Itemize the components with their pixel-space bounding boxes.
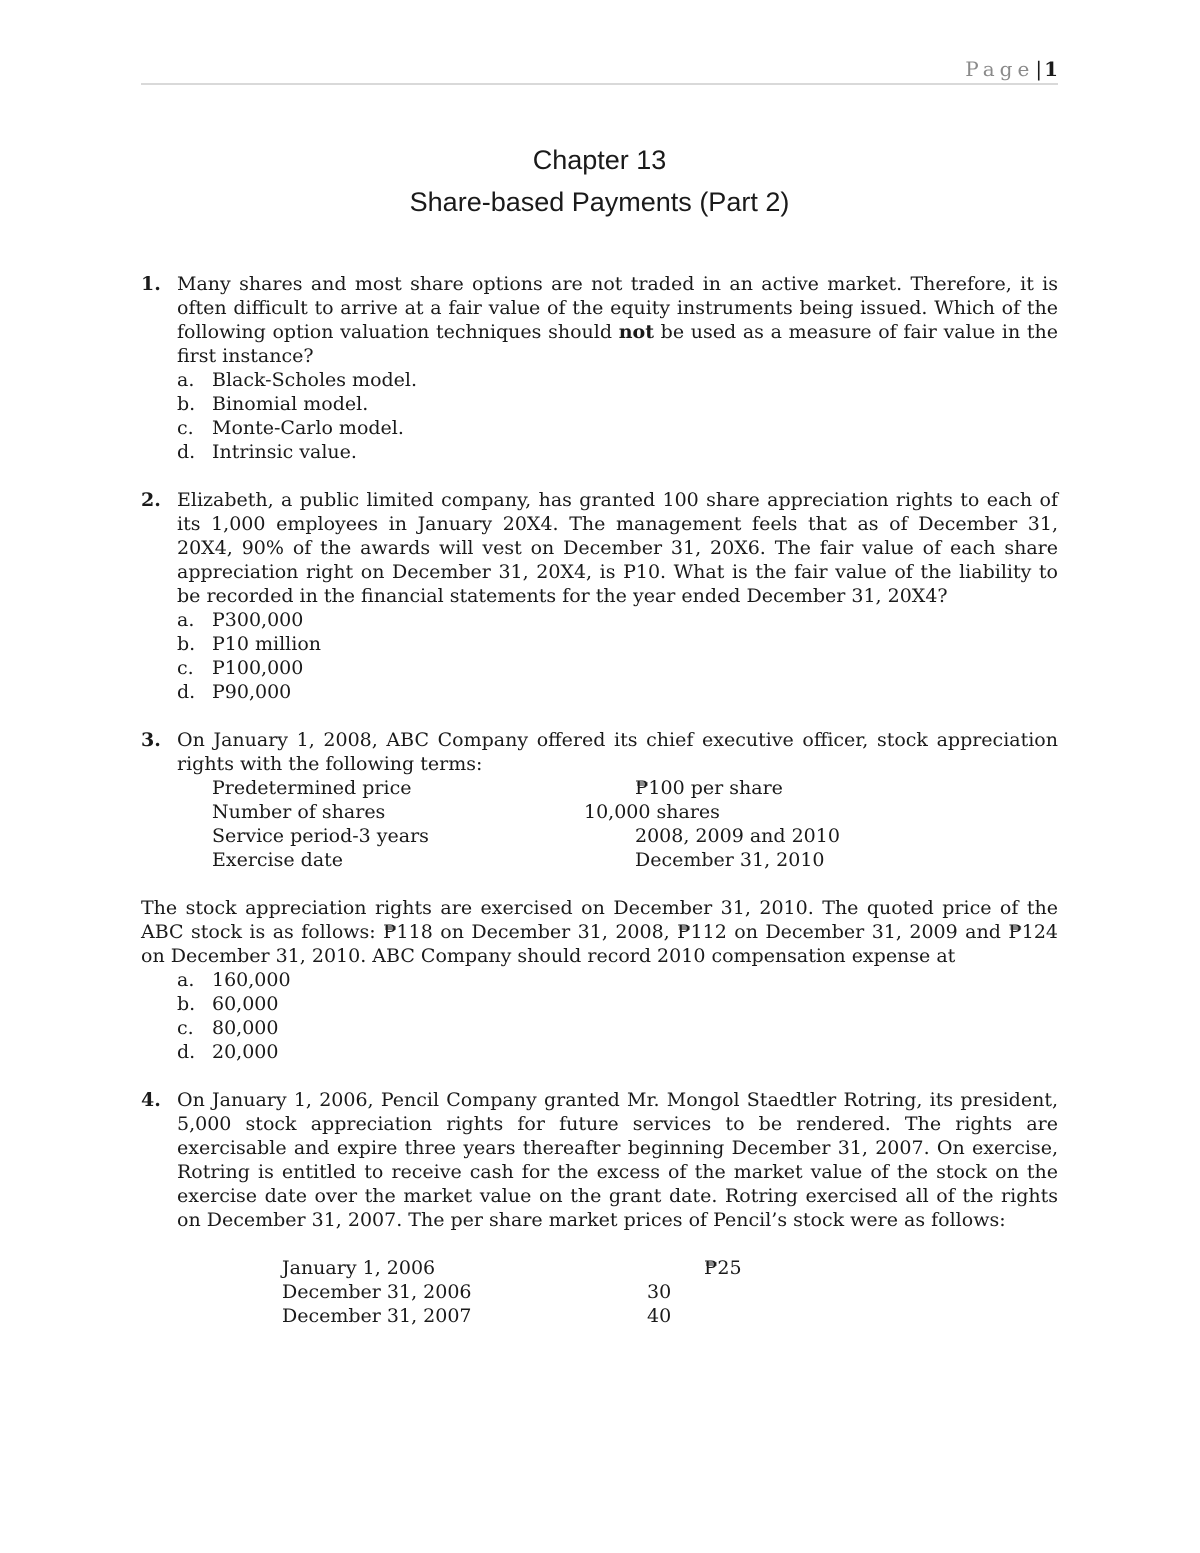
option-d	[177, 440, 1058, 464]
question-number: 3.	[141, 729, 161, 751]
option-text: Black-Scholes model.	[212, 369, 418, 391]
option-text: 160,000	[212, 969, 291, 991]
page-word: Page	[965, 57, 1035, 81]
option-text: P100,000	[212, 657, 304, 679]
page-separator: |	[1035, 57, 1043, 81]
option-text: 80,000	[212, 1017, 279, 1039]
term-value: December 31, 2010	[635, 849, 825, 871]
option-letter: c.	[177, 657, 194, 679]
option-c	[177, 656, 1058, 680]
question-3-options	[141, 968, 1058, 1064]
option-b	[177, 632, 1058, 656]
page-number-label	[965, 56, 1058, 82]
question-number: 1.	[141, 273, 161, 295]
question-stem: Elizabeth, a public limited company, has granted 100 share appreciation rights to each of its 1,000 employees in January 20X4. The management feels that as of December 31, 20X4, 90% of the awards will vest on December 31, 20X6. The fair value of each share appreciation right on December 31, 20X4, is P10. What is the fair value of the liability to be recorded in the financial statements for the year ended December 31, 20X4?	[177, 489, 1058, 607]
question-stem	[177, 272, 1058, 368]
price-date: December 31, 2007	[282, 1305, 472, 1327]
option-letter: d.	[177, 681, 196, 703]
option-a	[177, 968, 1058, 992]
option-letter: b.	[177, 393, 196, 415]
price-value: 40	[647, 1305, 672, 1327]
term-label: Number of shares	[212, 801, 386, 823]
option-text: Monte-Carlo model.	[212, 417, 404, 439]
option-text: P300,000	[212, 609, 304, 631]
price-date: December 31, 2006	[282, 1281, 472, 1303]
option-text: Intrinsic value.	[212, 441, 357, 463]
question-number: 4.	[141, 1089, 161, 1111]
price-row	[141, 1304, 1058, 1328]
stem-text: be used as a measure of fair value in the first instance?	[177, 321, 1059, 367]
option-letter: b.	[177, 633, 196, 655]
option-letter: a.	[177, 369, 195, 391]
stem-emphasis: not	[618, 321, 654, 343]
terms-row	[177, 824, 1058, 848]
option-letter: c.	[177, 417, 194, 439]
option-d	[177, 680, 1058, 704]
option-text: P10 million	[212, 633, 321, 655]
question-number: 2.	[141, 489, 161, 511]
option-letter: d.	[177, 1041, 196, 1063]
option-a	[177, 368, 1058, 392]
term-value: 2008, 2009 and 2010	[635, 825, 840, 847]
price-table	[141, 1256, 1058, 1328]
page-number: 1	[1044, 57, 1058, 81]
document-body	[141, 272, 1058, 1328]
term-label: Service period-3 years	[212, 825, 429, 847]
price-date: January 1, 2006	[282, 1257, 436, 1279]
option-text: Binomial model.	[212, 393, 369, 415]
option-text: 60,000	[212, 993, 279, 1015]
option-c	[177, 1016, 1058, 1040]
price-row	[141, 1256, 1058, 1280]
question-2	[141, 488, 1058, 704]
term-value: 10,000 shares	[584, 801, 720, 823]
option-a	[177, 608, 1058, 632]
question-3-followup	[141, 896, 1058, 1064]
option-b	[177, 992, 1058, 1016]
question-stem: On January 1, 2006, Pencil Company granted Mr. Mongol Staedtler Rotring, its president, 5,000 stock appreciation rights for future services to be rendered. The rights are exercisable and expire three years thereafter beginning December 31, 2007. On exercise, Rotring is entitled to receive cash for the excess of the market value of the stock on the exercise date over the market value on the grant date. Rotring exercised all of the rights on December 31, 2007. The per share market prices of Pencil’s stock were as follows:	[177, 1089, 1058, 1231]
option-d	[177, 1040, 1058, 1064]
terms-table	[177, 776, 1058, 872]
question-1	[141, 272, 1058, 464]
chapter-title: Chapter 13	[532, 145, 667, 175]
question-3	[141, 728, 1058, 872]
option-text: P90,000	[212, 681, 292, 703]
term-label: Exercise date	[212, 849, 344, 871]
terms-row	[177, 776, 1058, 800]
chapter-subtitle: Share-based Payments (Part 2)	[409, 187, 790, 217]
price-value: 30	[647, 1281, 672, 1303]
option-letter: a.	[177, 609, 195, 631]
terms-row	[177, 800, 1058, 824]
term-value: ₱100 per share	[635, 777, 783, 799]
option-letter: b.	[177, 993, 196, 1015]
terms-row	[177, 848, 1058, 872]
question-stem: On January 1, 2008, ABC Company offered its chief executive officer, stock appreciation rights with the following terms:	[177, 729, 1058, 775]
option-letter: d.	[177, 441, 196, 463]
option-letter: c.	[177, 1017, 194, 1039]
option-text: 20,000	[212, 1041, 279, 1063]
option-b	[177, 392, 1058, 416]
price-value: ₱25	[704, 1257, 742, 1279]
option-letter: a.	[177, 969, 195, 991]
followup-text: The stock appreciation rights are exercised on December 31, 2010. The quoted price of the ABC stock is as follows: ₱118 on December 31, 2008, ₱112 on December 31, 2009 and ₱124 on December 31, 2010. ABC Company should record 2010 compensation expense at	[141, 897, 1058, 967]
page-header	[141, 56, 1058, 85]
stem-text: Many shares and most share options are not traded in an active market. Therefore, it is often difficult to arrive at a fair value of the equity instruments being issued. Which of the following option valuation techniques should	[177, 273, 1058, 343]
term-label: Predetermined price	[212, 777, 412, 799]
price-row	[141, 1280, 1058, 1304]
option-c	[177, 416, 1058, 440]
question-4	[141, 1088, 1058, 1232]
